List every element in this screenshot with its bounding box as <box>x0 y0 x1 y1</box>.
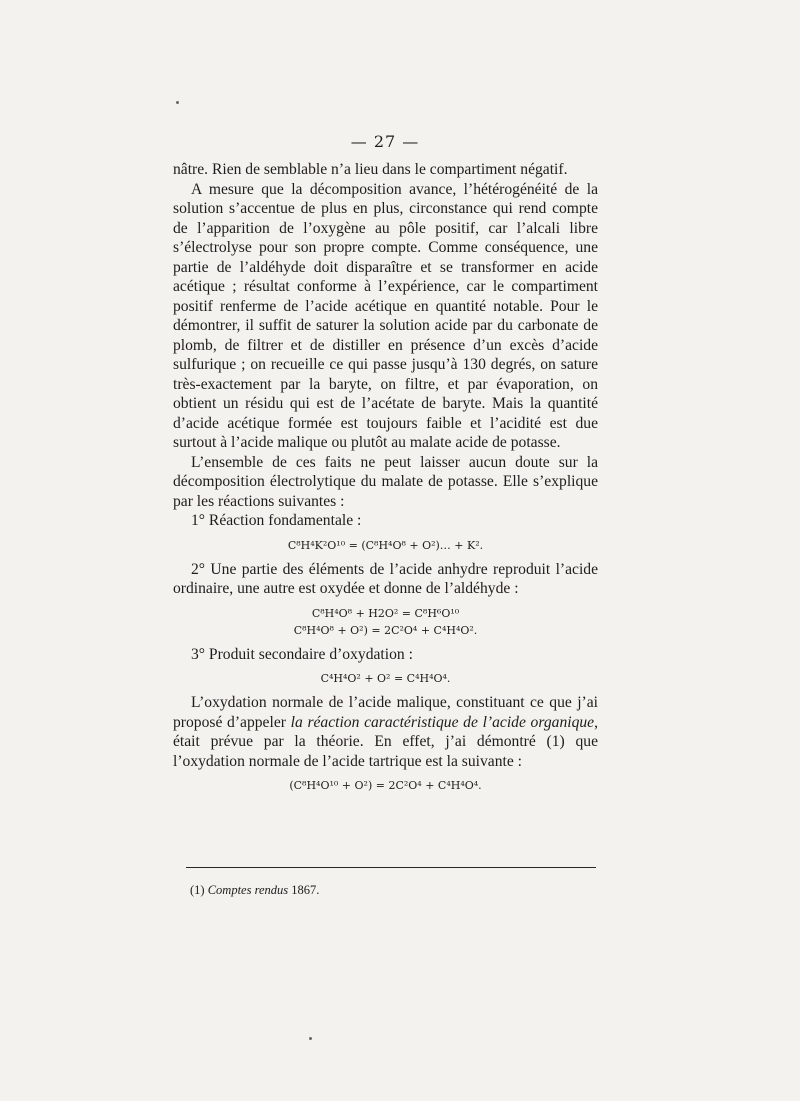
footnote-number: (1) <box>190 883 205 897</box>
formula-1 <box>173 537 598 554</box>
paragraph-oxydation-italic: la réaction caractéristique de l’acide organique <box>290 713 595 731</box>
paragraph-decomposition: A mesure que la décomposition avance, l’hétérogénéité de la solution s’accentue de plus en plus, circonstance qui rend compte de l’apparition de l’oxygène au pôle positif, car l’alcali libre s’électrolyse pour son propre compte. Comme conséquence, une partie de l’aldéhyde doit disparaître et se transformer en acide acétique ; résultat conforme à l’expérience, car le compartiment positif renferme de l’acide acétique en quantité notable. Pour le démontrer, il suffit de saturer la solution acide par du carbonate de plomb, de filtrer et de distiller en présence d’un excès d’acide sulfurique ; on recueille ce qui passe jusqu’à 130 degrés, on sature très-exactement par la baryte, on filtre, et par évaporation, on obtient un résidu qui est de l’acétate de baryte. Mais la quantité d’acide acétique formée est toujours faible et l’acidité est due surtout à l’acide malique ou plutôt au malate acide de potasse. <box>173 180 598 451</box>
paragraph-oxydation <box>173 693 598 771</box>
paper-speck <box>309 1037 312 1040</box>
footnote-year: 1867. <box>291 883 320 897</box>
footnote <box>190 883 319 898</box>
formula-1-line: C⁸H⁴K²O¹⁰ = (C⁸H⁴O⁸ + O²)… + K². <box>287 538 484 552</box>
formula-2 <box>173 605 598 639</box>
page-number: — 27 — <box>350 132 420 151</box>
reaction-2-label: 2° Une partie des éléments de l’acide anhydre reproduit l’acide ordinaire, une autre est oxydée et donne de l’aldéhyde : <box>173 560 598 597</box>
footnote-divider <box>186 867 596 868</box>
paragraph-oxydation-end: , était prévue par la théorie. En effet, j’ai démontré (1) que l’oxydation normale de l’acide tartrique est la suivante : <box>173 713 598 770</box>
formula-4-line: (C⁸H⁴O¹⁰ + O²) = 2C²O⁴ + C⁴H⁴O⁴. <box>289 779 482 792</box>
footnote-source: Comptes rendus <box>207 883 289 897</box>
paragraph-continuation: nâtre. Rien de semblable n’a lieu dans le compartiment négatif. <box>173 161 568 178</box>
reaction-1-label: 1° Réaction fondamentale : <box>191 512 362 529</box>
reaction-3-label: 3° Produit secondaire d’oxydation : <box>191 645 413 663</box>
formula-3 <box>173 670 598 687</box>
page-body <box>173 160 598 800</box>
formula-4 <box>173 777 598 794</box>
paragraph-ensemble: L’ensemble de ces faits ne peut laisser aucun doute sur la décomposition électrolytique du malate de potasse. Elle s’explique par les réactions suivantes : <box>173 453 598 510</box>
formula-3-line: C⁴H⁴O² + O² = C⁴H⁴O⁴. <box>320 672 451 685</box>
formula-2-line-b: C⁸H⁴O⁸ + O²) = 2C²O⁴ + C⁴H⁴O². <box>293 623 478 637</box>
paper-speck <box>176 101 179 104</box>
paragraph-oxydation-start: L’oxydation normale de l’acide malique, constituant ce que j’ai proposé d’appeler <box>173 694 598 731</box>
formula-2-line-a: C⁸H⁴O⁸ + H2O² = C⁸H⁶O¹⁰ <box>311 606 460 620</box>
